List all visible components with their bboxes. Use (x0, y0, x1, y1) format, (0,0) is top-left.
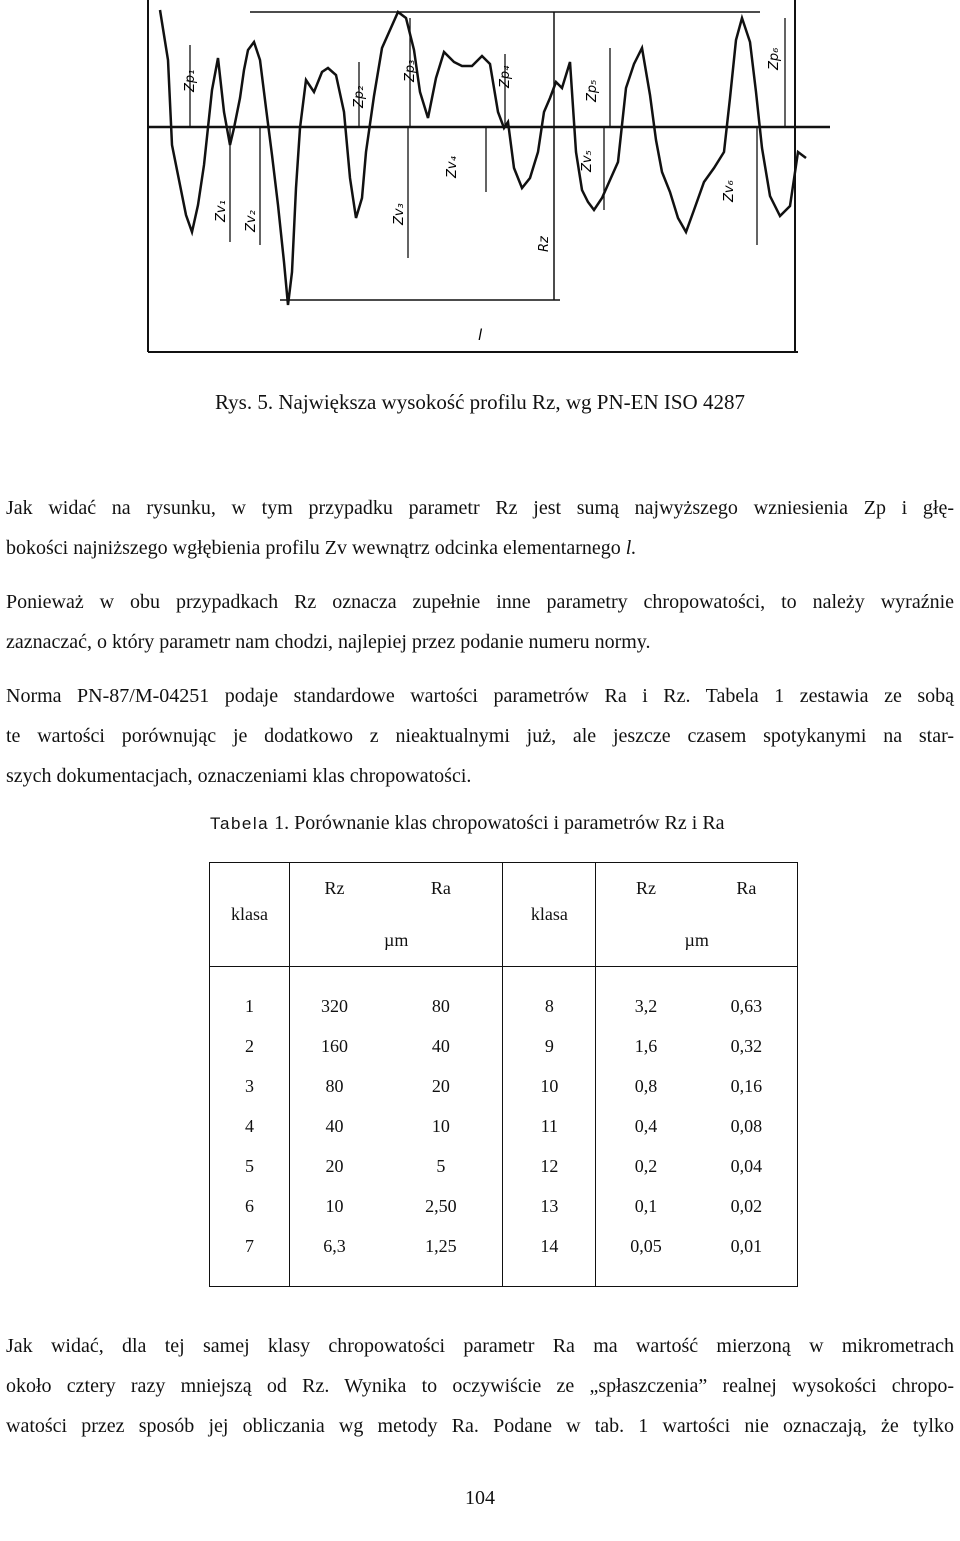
cell-rz-right: 0,8 (634, 1076, 658, 1096)
paragraph-4-line-3: watości przez sposób jej obliczania wg metody Ra. Podane w tab. 1 wartości nie oznaczają, że tylko (6, 1415, 954, 1437)
l-label: l (478, 326, 483, 344)
cell-class-left: 7 (210, 1227, 290, 1267)
rz-label: Rz (537, 236, 552, 252)
paragraph-3-line-3: szych dokumentacjach, oznaczeniami klas chropowatości. (6, 765, 472, 787)
cell-class-left: 2 (210, 1027, 290, 1067)
header-ra-left: Ra (379, 863, 503, 915)
cell-class-right: 9 (503, 1027, 596, 1067)
cell-rz-left: 80 (325, 1076, 344, 1096)
cell-ra-right: 0,02 (696, 1187, 798, 1227)
table-row (210, 1067, 798, 1107)
table-caption-tag: Tabela (210, 814, 270, 833)
page-number: 104 (465, 1487, 495, 1509)
cell-ra-left: 10 (431, 1116, 450, 1136)
cell-rz-right: 0,4 (634, 1116, 658, 1136)
table-row (210, 987, 798, 1027)
table-row (210, 1187, 798, 1227)
cell-ra-right: 0,01 (696, 1227, 798, 1267)
header-unit-right: µm (596, 915, 798, 967)
paragraph-1-line-2 (6, 528, 954, 568)
cell-class-right: 13 (503, 1187, 596, 1227)
cell-class-right: 14 (503, 1227, 596, 1267)
paragraph-1 (6, 488, 954, 568)
cell-ra-right: 0,32 (696, 1027, 798, 1067)
header-unit-left: µm (383, 929, 409, 950)
figure-caption: Rys. 5. Największa wysokość profilu Rz, wg PN-EN ISO 4287 (215, 390, 745, 414)
header-rz-right: Rz (596, 863, 696, 915)
cell-rz-right: 1,6 (634, 1036, 658, 1056)
cell-rz-left: 6,3 (323, 1236, 346, 1256)
cell-rz-left: 10 (325, 1196, 344, 1216)
cell-class-left: 5 (210, 1147, 290, 1187)
cell-rz-left: 20 (325, 1156, 344, 1176)
zv-label-4: Zv₄ (445, 156, 460, 178)
paragraph-2-line-2: zaznaczać, o który parametr nam chodzi, najlepiej przez podanie numeru normy. (6, 631, 651, 653)
cell-ra-right: 0,16 (696, 1067, 798, 1107)
paragraph-4-line-2: około cztery razy mniejszą od Rz. Wynika to oczywiście ze „spłaszczenia” realnej wysokości chropo- (6, 1375, 954, 1397)
zp-label-4: Zp₄ (498, 65, 513, 88)
paragraph-3-line-1: Norma PN-87/M-04251 podaje standardowe wartości parametrów Ra i Rz. Tabela 1 zestawia ze sobą (6, 685, 954, 707)
paragraph-2 (6, 582, 954, 662)
zp-label-5: Zp₅ (585, 79, 600, 102)
zp-label-6: Zp₆ (767, 47, 782, 70)
zp-label-1: Zp₁ (183, 69, 198, 92)
header-rz-left: Rz (289, 863, 379, 915)
table-row (210, 1107, 798, 1147)
cell-ra-left: 40 (431, 1036, 450, 1056)
zv-label-5: Zv₅ (580, 150, 595, 172)
zv-label-6: Zv₆ (722, 180, 737, 202)
cell-rz-right: 0,05 (630, 1236, 662, 1256)
zv-label-3: Zv₃ (392, 203, 407, 225)
cell-class-right: 12 (503, 1147, 596, 1187)
cell-class-right: 11 (503, 1107, 596, 1147)
paragraph-3-line-2: te wartości porównując je dodatkowo z nieaktualnymi już, ale jeszcze czasem spotykanymi na star- (6, 725, 954, 747)
header-klasa-left: klasa (210, 863, 290, 967)
profile-drawing (130, 0, 830, 365)
cell-ra-right: 0,08 (696, 1107, 798, 1147)
paragraph-4 (6, 1326, 954, 1446)
cell-ra-right: 0,63 (696, 987, 798, 1027)
header-klasa-right: klasa (503, 863, 596, 967)
cell-rz-right: 0,1 (634, 1196, 658, 1216)
cell-class-left: 3 (210, 1067, 290, 1107)
header-ra-right: Ra (696, 863, 798, 915)
cell-rz-left: 320 (321, 996, 349, 1016)
cell-class-right: 10 (503, 1067, 596, 1107)
cell-class-left: 4 (210, 1107, 290, 1147)
zp-label-3: Zp₃ (403, 59, 418, 82)
cell-class-left: 6 (210, 1187, 290, 1227)
cell-rz-right: 3,2 (634, 996, 658, 1016)
cell-rz-left: 160 (321, 1036, 349, 1056)
table-row (210, 1147, 798, 1187)
paragraph-3 (6, 676, 954, 796)
paragraph-4-line-1: Jak widać, dla tej samej klasy chropowatości parametr Ra ma wartość mierzoną w mikrometrach (6, 1335, 954, 1357)
cell-rz-left: 40 (325, 1116, 344, 1136)
cell-ra-left: 2,50 (425, 1196, 457, 1216)
table-row (210, 1227, 798, 1267)
roughness-profile-figure (130, 0, 830, 365)
cell-ra-left: 1,25 (425, 1236, 457, 1256)
cell-ra-left: 80 (431, 996, 450, 1016)
zp-label-2: Zp₂ (352, 85, 367, 108)
zv-label-1: Zv₁ (214, 200, 229, 222)
table-caption (210, 812, 725, 835)
cell-ra-left: 20 (431, 1076, 450, 1096)
table-caption-text: 1. Porównanie klas chropowatości i parametrów Rz i Ra (269, 812, 725, 834)
cell-class-left: 1 (210, 987, 290, 1027)
roughness-class-table (209, 862, 798, 1287)
cell-class-right: 8 (503, 987, 596, 1027)
paragraph-2-line-1: Ponieważ w obu przypadkach Rz oznacza zupełnie inne parametry chropowatości, to należy wyraźnie (6, 591, 954, 613)
paragraph-1-line-2-text: bokości najniższego wgłębienia profilu Zv wewnątrz odcinka elementarnego (6, 537, 626, 559)
symbol-l: l. (625, 537, 637, 559)
cell-rz-right: 0,2 (634, 1156, 658, 1176)
cell-ra-right: 0,04 (696, 1147, 798, 1187)
zv-label-2: Zv₂ (244, 210, 259, 232)
paragraph-1-line-1: Jak widać na rysunku, w tym przypadku parametr Rz jest sumą najwyższego wzniesienia Zp i głę- (6, 497, 954, 519)
table-row (210, 1027, 798, 1067)
cell-ra-left: 5 (436, 1156, 446, 1176)
